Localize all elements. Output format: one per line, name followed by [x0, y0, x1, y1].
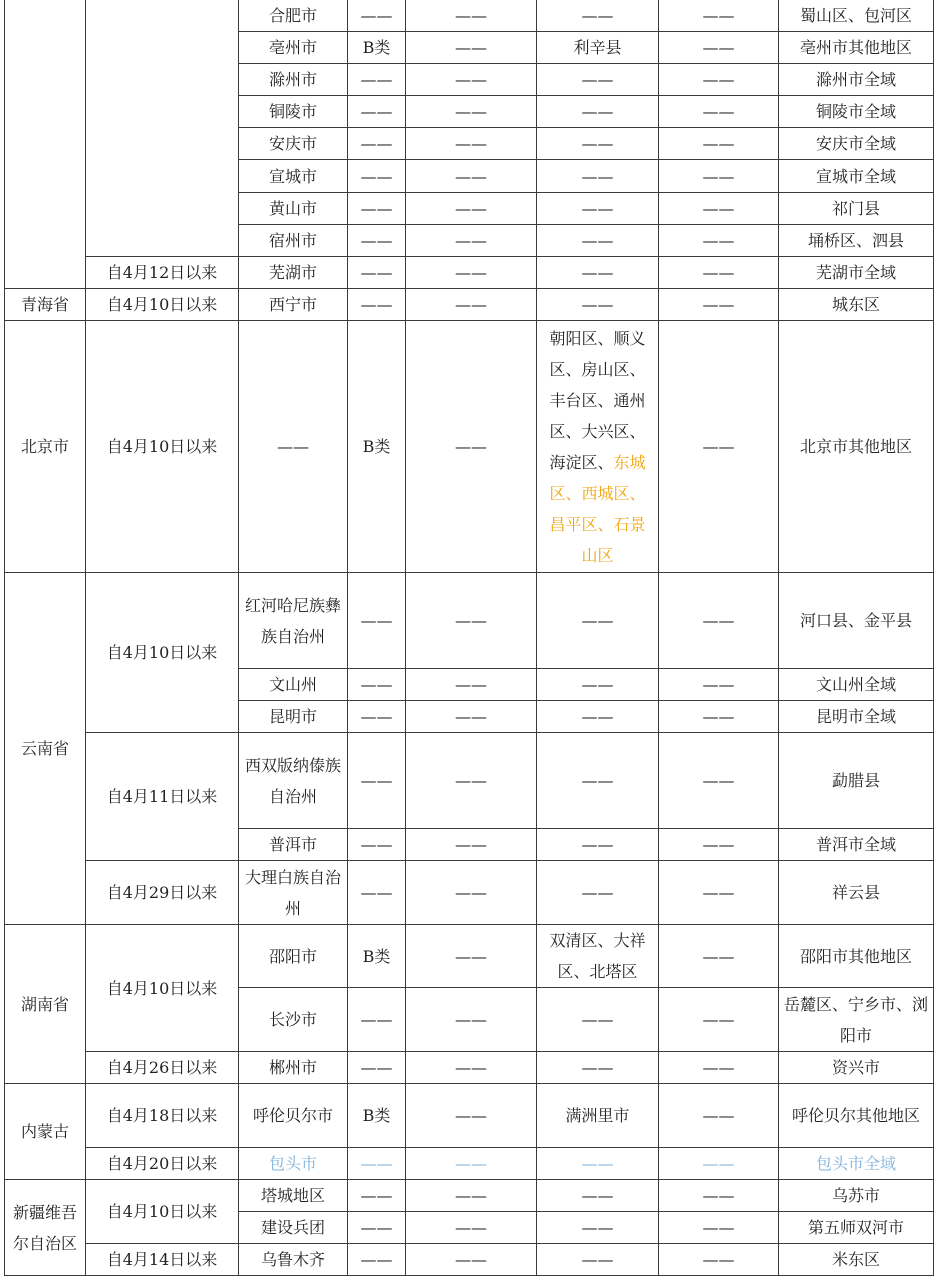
value-cell: ——	[537, 160, 659, 193]
category-cell: B类	[348, 1084, 406, 1148]
value-cell: ——	[406, 1084, 537, 1148]
value-cell: ——	[537, 257, 659, 289]
value-cell: ——	[537, 988, 659, 1052]
value-cell: ——	[537, 829, 659, 861]
area-cell: 滁州市全域	[779, 64, 934, 96]
category-cell: ——	[348, 193, 406, 225]
value-cell: ——	[537, 733, 659, 829]
table-row	[5, 321, 934, 573]
city-cell: 宿州市	[239, 225, 348, 257]
value-cell: ——	[537, 0, 659, 32]
value-cell: ——	[406, 257, 537, 289]
value-cell: ——	[406, 321, 537, 573]
province-cell: 青海省	[5, 289, 86, 321]
value-cell: ——	[659, 160, 779, 193]
value-cell: 双清区、大祥区、北塔区	[537, 925, 659, 988]
province-cell: 北京市	[5, 321, 86, 573]
value-cell: ——	[406, 861, 537, 925]
area-cell: 普洱市全域	[779, 829, 934, 861]
value-cell: ——	[406, 1244, 537, 1276]
city-cell: 西双版纳傣族自治州	[239, 733, 348, 829]
city-cell: 亳州市	[239, 32, 348, 64]
table-row	[5, 1244, 934, 1276]
category-cell: B类	[348, 321, 406, 573]
category-cell: ——	[348, 1180, 406, 1212]
date-cell: 自4月11日以来	[86, 733, 239, 861]
area-cell: 包头市全域	[779, 1148, 934, 1180]
value-cell: ——	[406, 289, 537, 321]
city-cell: 长沙市	[239, 988, 348, 1052]
category-cell: ——	[348, 829, 406, 861]
value-cell: ——	[537, 1052, 659, 1084]
value-cell: ——	[537, 1148, 659, 1180]
city-cell: 滁州市	[239, 64, 348, 96]
city-cell: 郴州市	[239, 1052, 348, 1084]
area-cell: 米东区	[779, 1244, 934, 1276]
area-cell: 祥云县	[779, 861, 934, 925]
city-cell: 红河哈尼族彝族自治州	[239, 573, 348, 669]
city-cell: 文山州	[239, 669, 348, 701]
category-cell: ——	[348, 0, 406, 32]
area-cell: 河口县、金平县	[779, 573, 934, 669]
district-list-cell	[537, 321, 659, 573]
city-cell: 西宁市	[239, 289, 348, 321]
value-cell: ——	[659, 1148, 779, 1180]
value-cell: ——	[659, 1180, 779, 1212]
value-cell: ——	[406, 1212, 537, 1244]
value-cell: ——	[406, 829, 537, 861]
area-cell: 乌苏市	[779, 1180, 934, 1212]
area-cell: 城东区	[779, 289, 934, 321]
value-cell: ——	[659, 669, 779, 701]
category-cell: ——	[348, 225, 406, 257]
value-cell: ——	[406, 701, 537, 733]
category-cell: ——	[348, 64, 406, 96]
value-cell: 利辛县	[537, 32, 659, 64]
value-cell: ——	[659, 988, 779, 1052]
value-cell: ——	[406, 32, 537, 64]
area-cell: 蜀山区、包河区	[779, 0, 934, 32]
value-cell: ——	[406, 160, 537, 193]
value-cell: ——	[659, 1052, 779, 1084]
table-row	[5, 1084, 934, 1148]
value-cell: ——	[659, 128, 779, 160]
date-cell: 自4月10日以来	[86, 1180, 239, 1244]
category-cell: ——	[348, 669, 406, 701]
value-cell: ——	[406, 1052, 537, 1084]
province-cell: 云南省	[5, 573, 86, 925]
value-cell: ——	[406, 96, 537, 128]
area-cell: 北京市其他地区	[779, 321, 934, 573]
category-cell: ——	[348, 733, 406, 829]
value-cell: ——	[659, 64, 779, 96]
city-cell: 昆明市	[239, 701, 348, 733]
table-row	[5, 0, 934, 32]
value-cell: ——	[659, 925, 779, 988]
category-cell: B类	[348, 32, 406, 64]
category-cell: ——	[348, 289, 406, 321]
value-cell: ——	[659, 96, 779, 128]
value-cell: ——	[659, 321, 779, 573]
province-cell: 内蒙古	[5, 1084, 86, 1180]
city-cell: 铜陵市	[239, 96, 348, 128]
category-cell: ——	[348, 96, 406, 128]
area-cell: 资兴市	[779, 1052, 934, 1084]
value-cell: ——	[406, 988, 537, 1052]
value-cell: ——	[659, 32, 779, 64]
area-cell: 岳麓区、宁乡市、浏阳市	[779, 988, 934, 1052]
category-cell: ——	[348, 257, 406, 289]
value-cell: ——	[406, 573, 537, 669]
district-list-highlight: 东城区、西城区、昌平区、石景山区	[549, 452, 646, 565]
value-cell: ——	[659, 225, 779, 257]
value-cell: ——	[659, 193, 779, 225]
table-row	[5, 1180, 934, 1212]
area-cell: 埇桥区、泗县	[779, 225, 934, 257]
value-cell: ——	[659, 0, 779, 32]
area-cell: 安庆市全域	[779, 128, 934, 160]
value-cell: ——	[537, 96, 659, 128]
value-cell: ——	[659, 257, 779, 289]
city-cell: 邵阳市	[239, 925, 348, 988]
value-cell: ——	[537, 861, 659, 925]
date-cell: 自4月20日以来	[86, 1148, 239, 1180]
category-cell: ——	[348, 1244, 406, 1276]
category-cell: ——	[348, 1148, 406, 1180]
value-cell: ——	[406, 225, 537, 257]
value-cell: ——	[537, 573, 659, 669]
area-cell: 第五师双河市	[779, 1212, 934, 1244]
date-cell: 自4月10日以来	[86, 321, 239, 573]
value-cell: ——	[537, 225, 659, 257]
date-cell: 自4月10日以来	[86, 925, 239, 1052]
value-cell: ——	[659, 1244, 779, 1276]
date-cell: 自4月10日以来	[86, 289, 239, 321]
value-cell: ——	[659, 733, 779, 829]
area-cell: 铜陵市全域	[779, 96, 934, 128]
value-cell: ——	[659, 701, 779, 733]
date-cell: 自4月12日以来	[86, 257, 239, 289]
value-cell: ——	[659, 1212, 779, 1244]
city-cell: 乌鲁木齐	[239, 1244, 348, 1276]
category-cell: ——	[348, 701, 406, 733]
area-cell: 芜湖市全域	[779, 257, 934, 289]
region-table	[4, 0, 934, 1276]
table-row	[5, 289, 934, 321]
area-cell: 呼伦贝尔其他地区	[779, 1084, 934, 1148]
value-cell: ——	[537, 701, 659, 733]
province-cell	[5, 0, 86, 289]
date-cell: 自4月14日以来	[86, 1244, 239, 1276]
city-cell: 呼伦贝尔市	[239, 1084, 348, 1148]
category-cell: ——	[348, 988, 406, 1052]
category-cell: ——	[348, 573, 406, 669]
city-cell: 大理白族自治州	[239, 861, 348, 925]
date-cell: 自4月29日以来	[86, 861, 239, 925]
city-cell: 芜湖市	[239, 257, 348, 289]
table-row	[5, 861, 934, 925]
table-row	[5, 257, 934, 289]
value-cell: ——	[659, 289, 779, 321]
city-cell: 塔城地区	[239, 1180, 348, 1212]
area-cell: 祁门县	[779, 193, 934, 225]
city-cell: 包头市	[239, 1148, 348, 1180]
value-cell: ——	[537, 289, 659, 321]
value-cell: ——	[537, 669, 659, 701]
value-cell: ——	[537, 1212, 659, 1244]
area-cell: 昆明市全域	[779, 701, 934, 733]
table-row	[5, 1148, 934, 1180]
city-cell: 黄山市	[239, 193, 348, 225]
value-cell: 满洲里市	[537, 1084, 659, 1148]
value-cell: ——	[406, 669, 537, 701]
value-cell: ——	[659, 1084, 779, 1148]
area-cell: 邵阳市其他地区	[779, 925, 934, 988]
city-cell: 建设兵团	[239, 1212, 348, 1244]
value-cell: ——	[537, 1244, 659, 1276]
value-cell: ——	[537, 1180, 659, 1212]
value-cell: ——	[537, 193, 659, 225]
city-cell: 普洱市	[239, 829, 348, 861]
city-cell: 安庆市	[239, 128, 348, 160]
area-cell: 宣城市全域	[779, 160, 934, 193]
category-cell: ——	[348, 128, 406, 160]
category-cell: ——	[348, 160, 406, 193]
value-cell: ——	[406, 733, 537, 829]
category-cell: ——	[348, 861, 406, 925]
category-cell: ——	[348, 1212, 406, 1244]
province-cell: 新疆维吾尔自治区	[5, 1180, 86, 1276]
value-cell: ——	[406, 925, 537, 988]
date-cell: 自4月26日以来	[86, 1052, 239, 1084]
area-cell: 文山州全域	[779, 669, 934, 701]
value-cell: ——	[659, 573, 779, 669]
value-cell: ——	[406, 1180, 537, 1212]
district-list-plain: 朝阳区、顺义区、房山区、丰台区、通州区、大兴区、海淀区、	[549, 328, 646, 472]
value-cell: ——	[659, 861, 779, 925]
table-row	[5, 925, 934, 988]
table-row	[5, 733, 934, 829]
date-cell: 自4月18日以来	[86, 1084, 239, 1148]
city-cell: ——	[239, 321, 348, 573]
date-cell: 自4月10日以来	[86, 573, 239, 733]
area-cell: 勐腊县	[779, 733, 934, 829]
value-cell: ——	[659, 829, 779, 861]
value-cell: ——	[406, 0, 537, 32]
date-cell	[86, 0, 239, 257]
value-cell: ——	[406, 193, 537, 225]
value-cell: ——	[537, 64, 659, 96]
value-cell: ——	[406, 1148, 537, 1180]
value-cell: ——	[406, 64, 537, 96]
value-cell: ——	[406, 128, 537, 160]
value-cell: ——	[537, 128, 659, 160]
table-row	[5, 1052, 934, 1084]
area-cell: 亳州市其他地区	[779, 32, 934, 64]
category-cell: ——	[348, 1052, 406, 1084]
table-row	[5, 573, 934, 669]
city-cell: 合肥市	[239, 0, 348, 32]
city-cell: 宣城市	[239, 160, 348, 193]
category-cell: B类	[348, 925, 406, 988]
province-cell: 湖南省	[5, 925, 86, 1084]
